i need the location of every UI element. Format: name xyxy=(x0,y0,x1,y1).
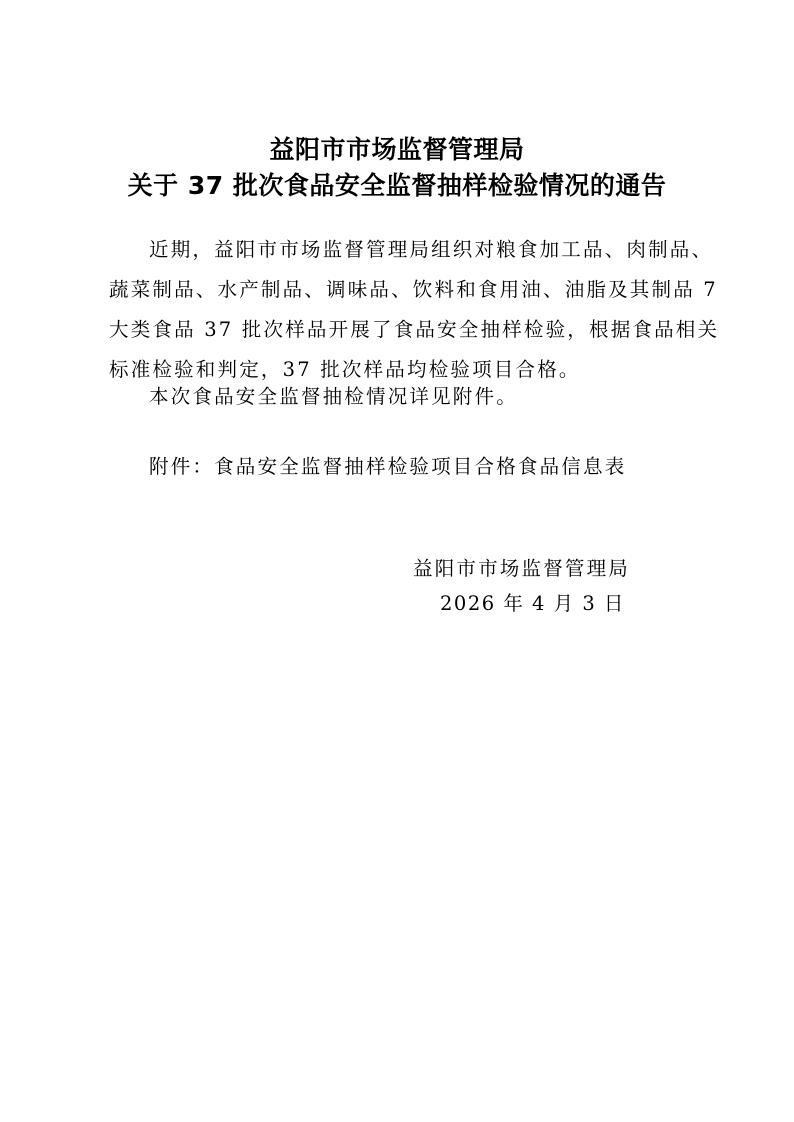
paragraph1-line: 大类食品 37 批次样品开展了食品安全抽样检验，根据食品相关 xyxy=(109,318,720,341)
signature-org: 益阳市市场监督管理局 xyxy=(413,557,631,580)
paragraph1-line: 近期，益阳市市场监督管理局组织对粮食加工品、肉制品、 xyxy=(149,238,714,261)
paragraph2: 本次食品安全监督抽检情况详见附件。 xyxy=(149,385,518,408)
paragraph1-line: 标准检验和判定，37 批次样品均检验项目合格。 xyxy=(109,358,581,381)
attachment-note: 附件：食品安全监督抽样检验项目合格食品信息表 xyxy=(149,455,627,478)
signature-date: 2026 年 4 月 3 日 xyxy=(440,592,625,615)
document-title-org: 益阳市市场监督管理局 xyxy=(269,135,525,164)
document-title-subject: 关于 37 批次食品安全监督抽样检验情况的通告 xyxy=(127,171,667,200)
paragraph1-line: 蔬菜制品、水产制品、调味品、饮料和食用油、油脂及其制品 7 xyxy=(109,278,718,301)
